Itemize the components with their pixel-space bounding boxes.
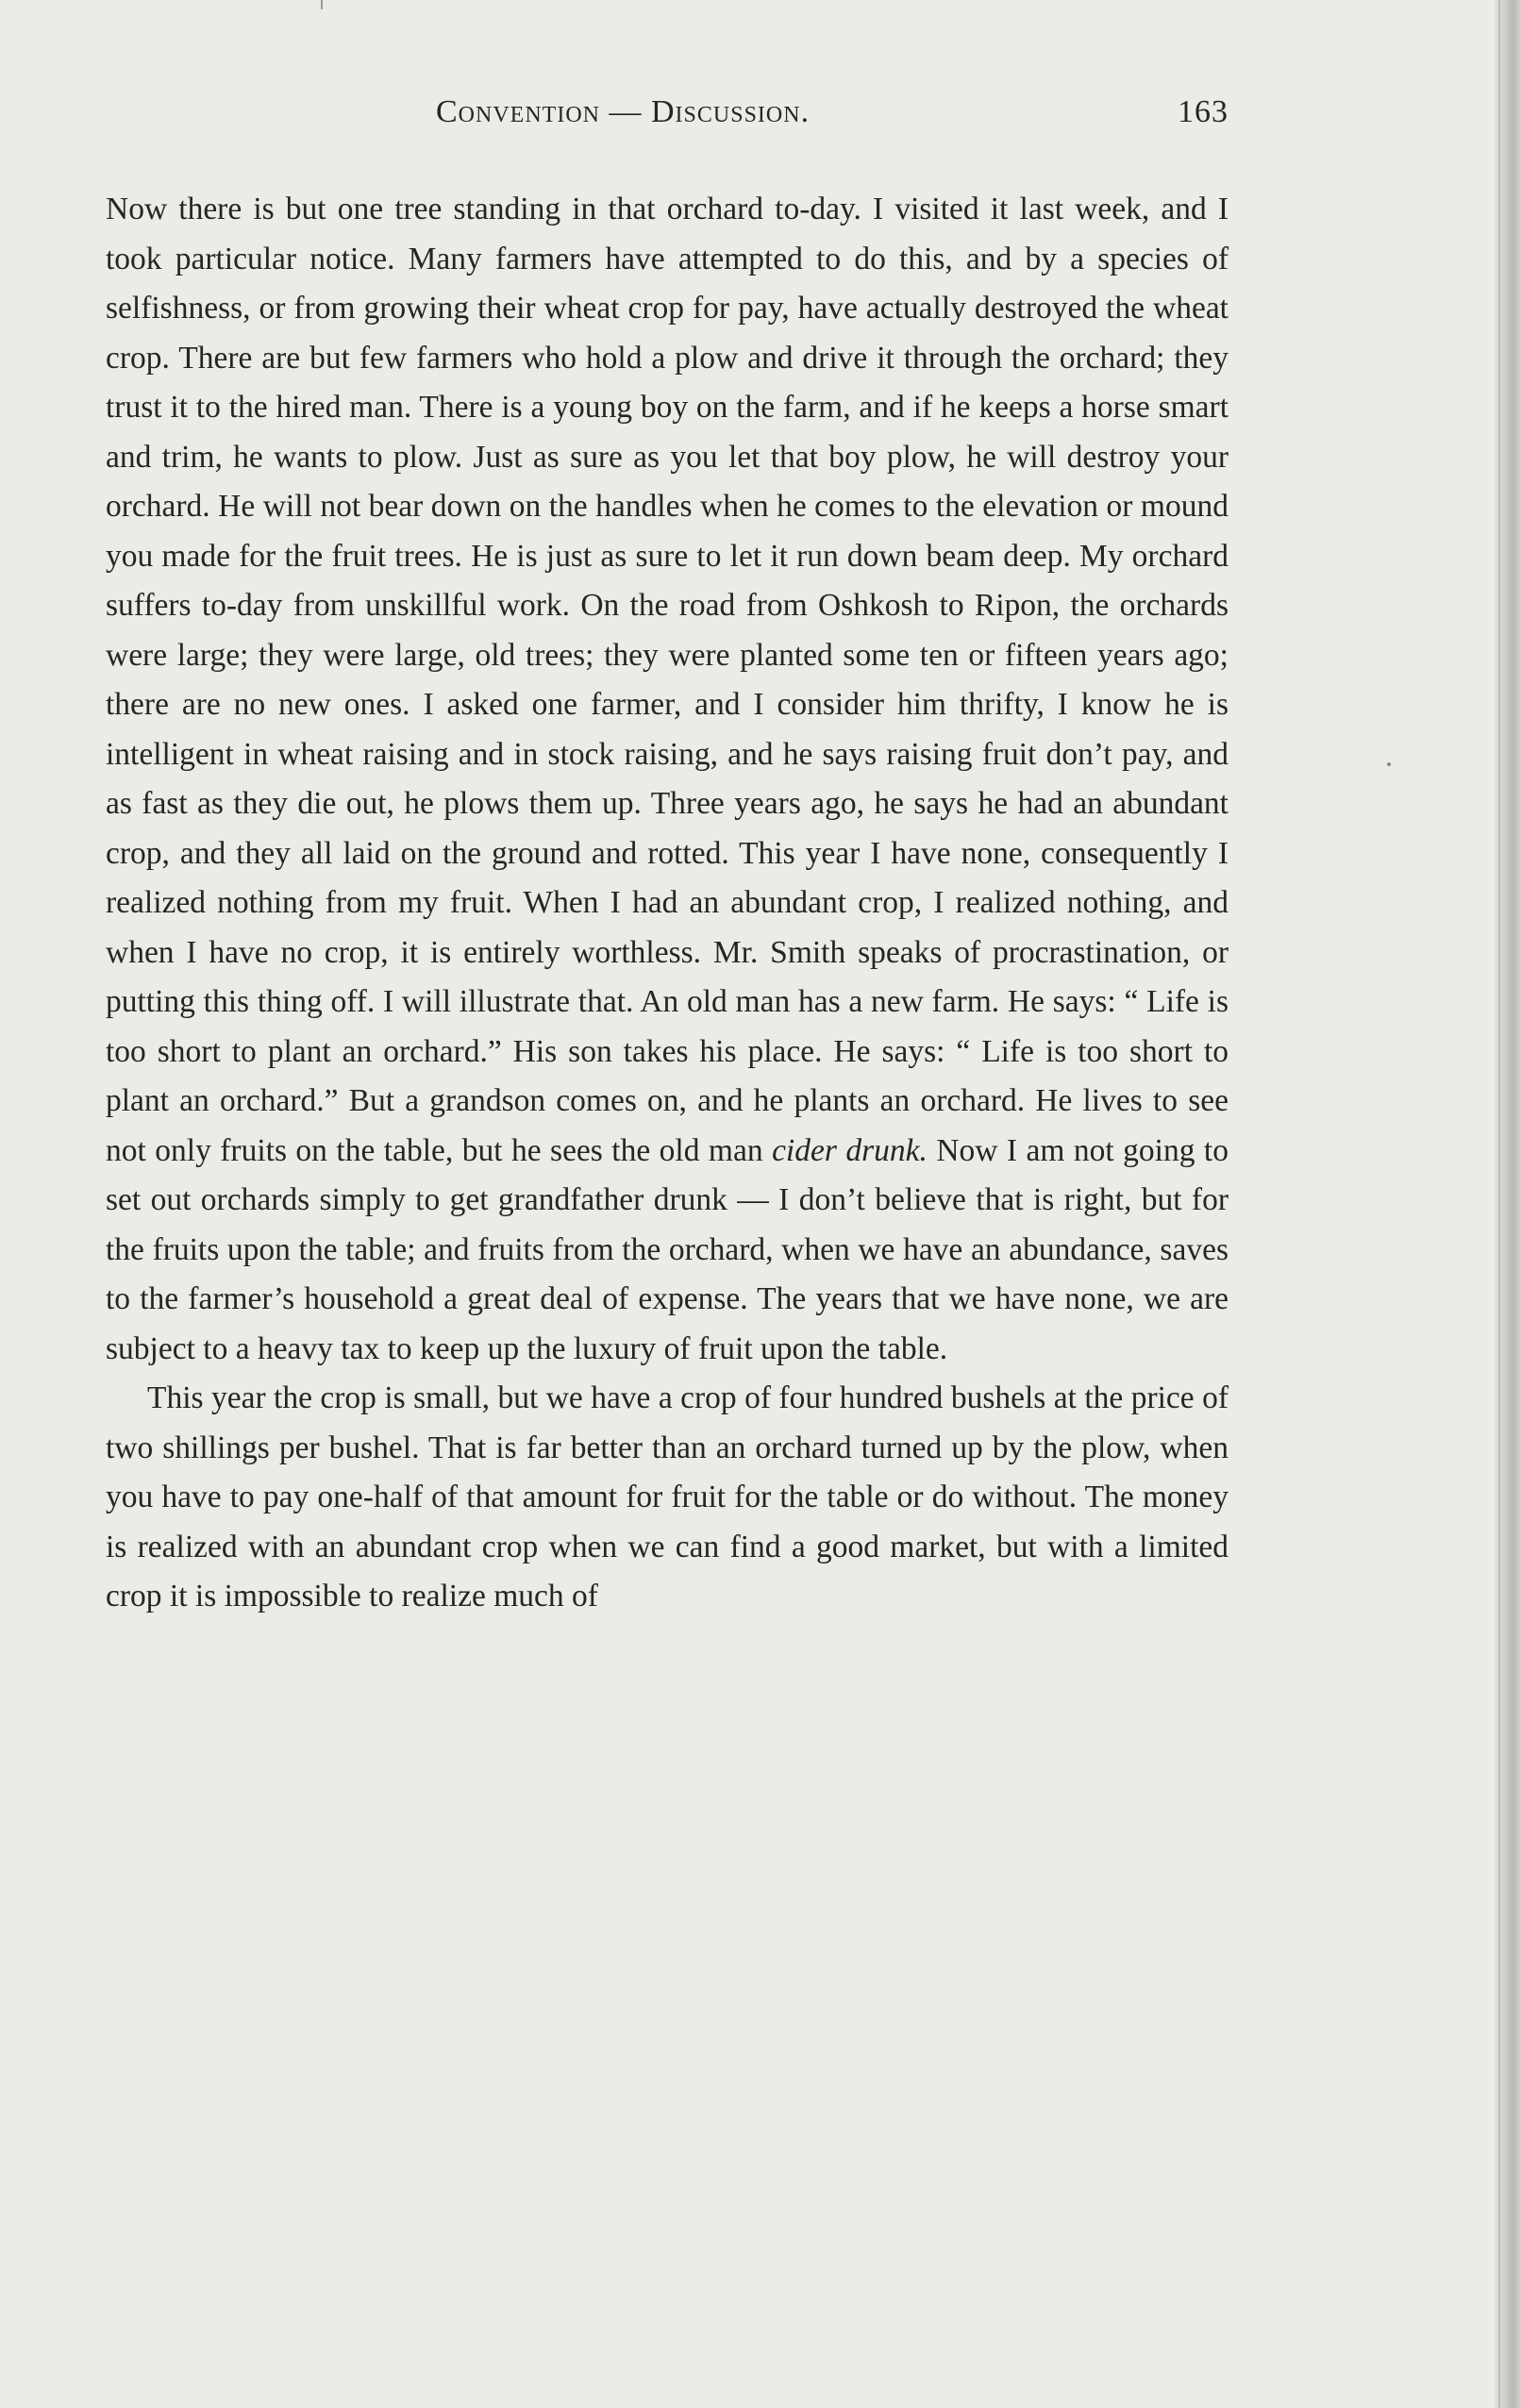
page-edge-line — [1498, 0, 1500, 2408]
paragraph-1-text-continued: Now I am not going to set out orchards simply to get grandfather drunk — I don’t believe that is right, but for the fruits upon the table; and fruits from the orchard, when we have an abundance, saves to the farmer’s household a great deal of expense. The years that we have none, we are subject to a heavy tax to keep up the luxury of fruit upon the table. — [106, 1132, 1228, 1366]
paragraph-1-text: Now there is but one tree standing in that orchard to-day. I visited it last week, and I took particular notice. Many farmers have attempted to do this, and by a species of selfishness, or from growing their wheat crop for pay, have actually destroyed the wheat crop. There are but few farmers who hold a plow and drive it through the orchard; they trust it to the hired man. There is a young boy on the farm, and if he keeps a horse smart and trim, he wants to plow. Just as sure as you let that boy plow, he will destroy your orchard. He will not bear down on the handles when he comes to the elevation or mound you made for the fruit trees. He is just as sure to let it run down beam deep. My orchard suffers to-day from unskillful work. On the road from Oshkosh to Ripon, the orchards were large; they were large, old trees; they were planted some ten or fifteen years ago; there are no new ones. I asked one farmer, and I consider him thrifty, I know he is intelligent in wheat raising and in stock raising, and he says raising fruit don’t pay, and as fast as they die out, he plows them up. Three years ago, he says he had an abundant crop, and they all laid on the ground and rotted. This year I have none, consequently I realized nothing from my fruit. When I had an abundant crop, I realized nothing, and when I have no crop, it is entirely worthless. Mr. Smith speaks of procrastination, or putting this thing off. I will illustrate that. An old man has a new farm. He says: “ Life is too short to plant an orchard.” His son takes his place. He says: “ Life is too short to plant an orchard.” But a grandson comes on, and he plants an orchard. He lives to see not only fruits on the table, but he sees the old man — [106, 192, 1228, 1168]
running-head — [106, 94, 1228, 142]
body-text — [106, 185, 1228, 1622]
page-number: 163 — [1178, 94, 1228, 129]
paragraph-1 — [106, 185, 1228, 1374]
top-margin-mark — [321, 0, 323, 9]
paragraph-2: This year the crop is small, but we have a crop of four hundred bushels at the price of two shillings per bushel. That is far better than an orchard turned up by the plow, when you have to pay one-half of that amount for fruit for the table or do without. The money is realized with an abundant crop when we can find a good market, but with a limited crop it is impossible to realize much of — [106, 1380, 1228, 1614]
margin-speck — [1387, 762, 1391, 766]
paragraph-1-italic-phrase: cider drunk. — [772, 1132, 928, 1168]
running-head-title: Convention — Discussion. — [436, 94, 811, 129]
